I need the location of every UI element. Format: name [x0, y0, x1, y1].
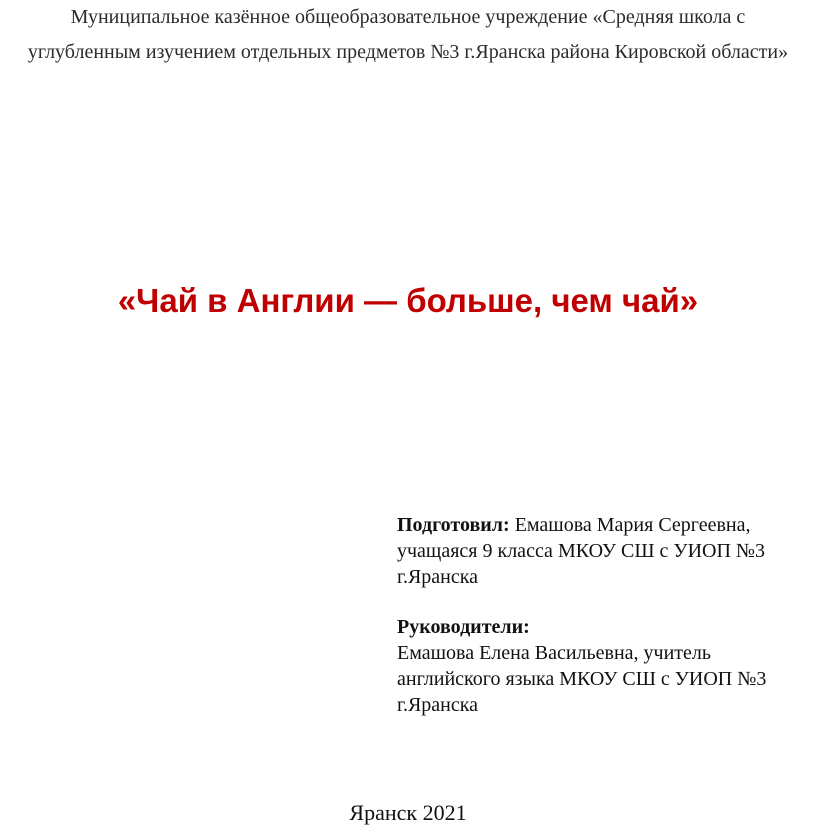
authors-block [397, 512, 807, 718]
school-header-line-2: углубленным изучением отдельных предметов №3 г.Яранска района Кировской области» [27, 41, 789, 63]
prepared-line [397, 512, 807, 538]
supervisors-line-3: г.Яранска [397, 694, 479, 716]
supervisors-label: Руководители: [397, 616, 530, 638]
supervisors-line-1: Емашова Елена Васильевна, учитель [397, 642, 712, 664]
prepared-label: Подготовил: [397, 514, 510, 536]
school-header-line-1: Муниципальное казённое общеобразовательное учреждение «Средняя школа с [70, 6, 746, 28]
prepared-name: Емашова Мария Сергеевна, [509, 514, 751, 536]
school-header [0, 0, 816, 70]
supervisors-line-2: английского языка МКОУ СШ с УИОП №3 [397, 668, 767, 690]
page-title: «Чай в Англии — больше, чем чай» [117, 282, 699, 319]
prepared-line-2: учащаяся 9 класса МКОУ СШ с УИОП №3 [397, 540, 766, 562]
prepared-line-3: г.Яранска [397, 566, 479, 588]
city-year: Яранск 2021 [349, 800, 467, 825]
